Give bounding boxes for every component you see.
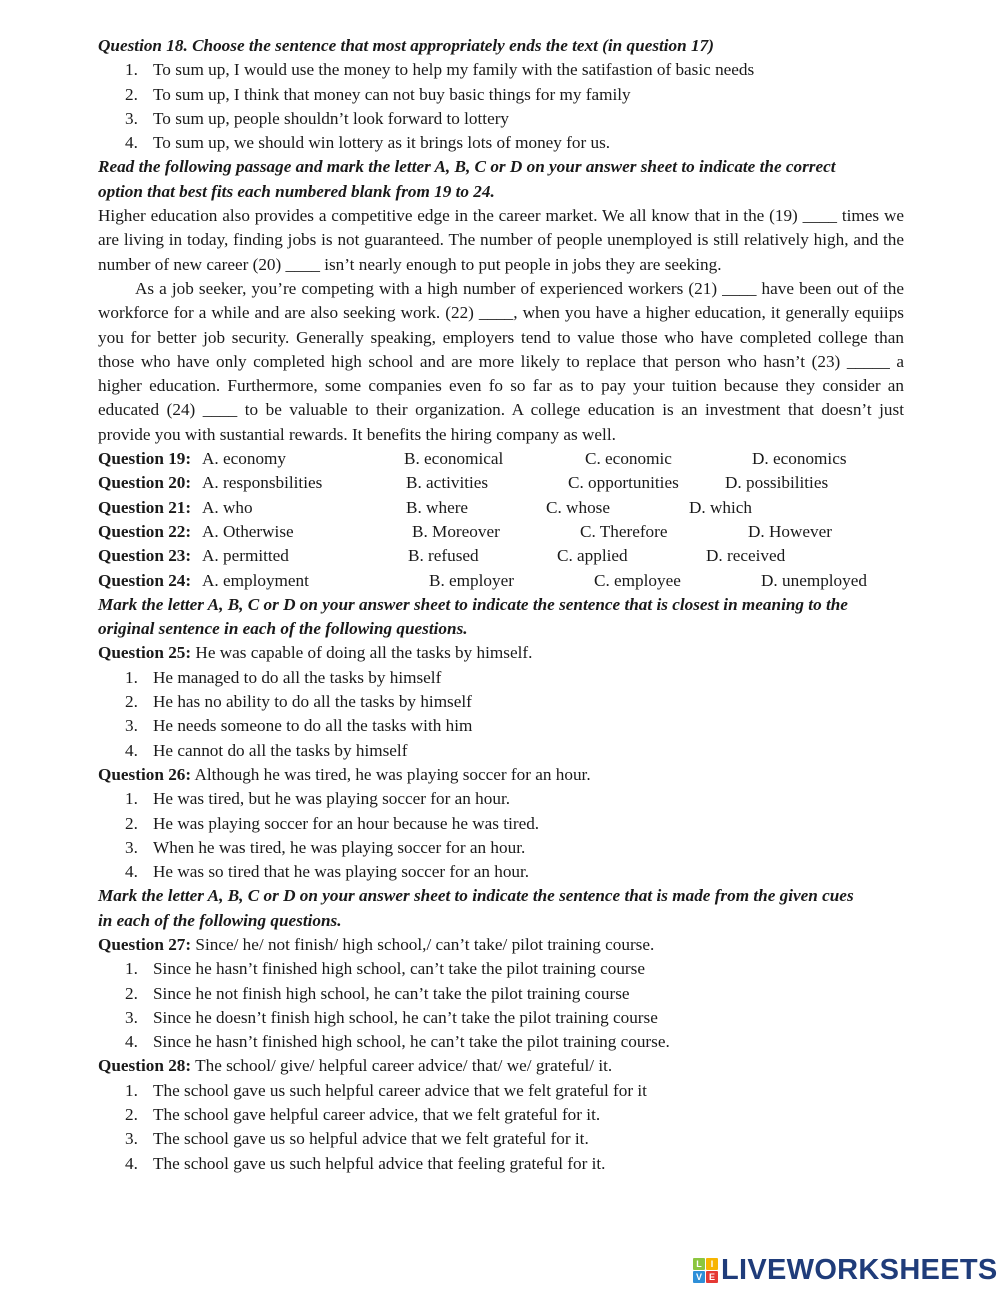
question-24 (98, 569, 904, 593)
cues-instruction-line2: in each of the following questions. (98, 910, 342, 930)
logo-tile: L (693, 1258, 705, 1270)
question-19 (98, 447, 904, 471)
question-28 (98, 1054, 904, 1078)
cloze-passage (98, 204, 904, 447)
option-a[interactable]: A. permitted (202, 546, 289, 566)
meaning-instruction-line2: original sentence in each of the following questions. (98, 619, 468, 639)
q26-option[interactable]: 2. He was playing soccer for an hour because he was tired. (125, 813, 540, 833)
option-d[interactable]: D. unemployed (761, 570, 867, 590)
q27-option[interactable]: 3. Since he doesn’t finish high school, he can’t take the pilot training course (125, 1007, 658, 1027)
q28-option[interactable]: 2. The school gave helpful career advice, that we felt grateful for it. (125, 1105, 601, 1125)
option-b[interactable]: B. refused (408, 546, 479, 566)
q25-option[interactable]: 4. He cannot do all the tasks by himself (125, 740, 408, 760)
question-prompt: Since/ he/ not finish/ high school,/ can’t take/ pilot training course. (191, 934, 655, 954)
option-c[interactable]: C. applied (557, 546, 628, 566)
question-26 (98, 763, 904, 787)
q26-option[interactable]: 4. He was so tired that he was playing soccer for an hour. (125, 862, 530, 882)
live-tiles-icon (693, 1258, 718, 1283)
liveworksheets-logo (693, 1255, 998, 1285)
q27-option[interactable]: 2. Since he not finish high school, he can’t take the pilot training course (125, 983, 630, 1003)
meaning-instruction-line1: Mark the letter A, B, C or D on your answer sheet to indicate the sentence that is closest in meaning to the (98, 594, 848, 614)
question-label: Question 23: (98, 546, 192, 566)
passage-paragraph-1: Higher education also provides a competitive edge in the career market. We all know that in the (19) ____ times we are living in today, finding jobs is not guaranteed. The number of people unemployed is still relatively high, and the number of new career (20) ____ isn’t nearly enough to put people in jobs they are seeking. (98, 206, 904, 274)
q26-option[interactable]: 1. He was tired, but he was playing soccer for an hour. (125, 789, 511, 809)
option-b[interactable]: B. Moreover (412, 521, 500, 541)
option-a[interactable]: A. who (202, 497, 253, 517)
option-c[interactable]: C. whose (546, 497, 610, 517)
question-label: Question 22: (98, 521, 192, 541)
question-20 (98, 471, 904, 495)
question-prompt: He was capable of doing all the tasks by himself. (191, 643, 533, 663)
question-23 (98, 544, 904, 568)
option-d[interactable]: D. economics (752, 449, 847, 469)
option-d[interactable]: D. However (748, 521, 832, 541)
option-b[interactable]: B. where (406, 497, 469, 517)
cloze-instruction-line2: option that best fits each numbered blank from 19 to 24. (98, 181, 495, 201)
q18-option: 3. To sum up, people shouldn’t look forward to lottery (125, 108, 510, 128)
logo-tile: E (706, 1271, 718, 1283)
option-d[interactable]: D. possibilities (725, 473, 829, 493)
question-27 (98, 933, 904, 957)
q18-title: Question 18. Choose the sentence that most appropriately ends the text (in question 17) (98, 36, 714, 55)
q25-option[interactable]: 1. He managed to do all the tasks by himself (125, 667, 442, 687)
cloze-instruction-line1: Read the following passage and mark the letter A, B, C or D on your answer sheet to indicate the correct (98, 157, 836, 177)
option-b[interactable]: B. activities (406, 473, 489, 493)
question-22 (98, 520, 904, 544)
question-label: Question 26: (98, 764, 192, 784)
option-c[interactable]: C. Therefore (580, 521, 668, 541)
question-label: Question 25: (98, 643, 192, 663)
cues-instruction-line1: Mark the letter A, B, C or D on your answer sheet to indicate the sentence that is made from the given cues (98, 886, 854, 906)
question-label: Question 27: (98, 934, 192, 954)
passage-paragraph-2: As a job seeker, you’re competing with a high number of experienced workers (21) ____ have been out of the workforce for a while and are also seeking work. (22) ____, when you have a higher education, it generally equiips you for better job security. Generally speaking, employers tend to value those who have completed college than those who have only completed high school and are more likely to replace that person who hasn’t (23) _____ a higher education. Furthermore, some companies even fo so far as to pay your tuition because they consider an educated (24) ____ to be valuable to their organization. A college education is an investment that doesn’t just provide you with sustantial rewards. It benefits the hiring company as well. (98, 278, 904, 444)
option-a[interactable]: A. responsbilities (202, 473, 323, 493)
q27-option[interactable]: 4. Since he hasn’t finished high school, he can’t take the pilot training course. (125, 1032, 670, 1052)
option-c[interactable]: C. opportunities (568, 473, 679, 493)
option-c[interactable]: C. economic (585, 449, 672, 469)
option-b[interactable]: B. employer (429, 570, 514, 590)
q25-option[interactable]: 3. He needs someone to do all the tasks with him (125, 716, 473, 736)
worksheet-page (98, 34, 904, 1176)
option-b[interactable]: B. economical (404, 449, 504, 469)
option-a[interactable]: A. employment (202, 570, 309, 590)
question-label: Question 21: (98, 497, 192, 517)
q28-option[interactable]: 3. The school gave us so helpful advice that we felt grateful for it. (125, 1129, 589, 1149)
q18-option: 1. To sum up, I would use the money to help my family with the satifastion of basic needs (125, 60, 755, 80)
q18-option: 2. To sum up, I think that money can not buy basic things for my family (125, 84, 631, 104)
q28-option[interactable]: 1. The school gave us such helpful career advice that we felt grateful for it (125, 1080, 647, 1100)
cloze-questions (98, 447, 904, 593)
q28-option[interactable]: 4. The school gave us such helpful advice that feeling grateful for it. (125, 1153, 606, 1173)
question-label: Question 19: (98, 449, 192, 469)
question-label: Question 28: (98, 1056, 192, 1076)
question-prompt: Although he was tired, he was playing soccer for an hour. (191, 764, 591, 784)
q27-option[interactable]: 1. Since he hasn’t finished high school, can’t take the pilot training course (125, 959, 645, 979)
q18-option: 4. To sum up, we should win lottery as it brings lots of money for us. (125, 133, 611, 153)
question-label: Question 24: (98, 570, 192, 590)
logo-text: LIVEWORKSHEETS (721, 1253, 998, 1286)
question-prompt: The school/ give/ helpful career advice/ that/ we/ grateful/ it. (191, 1056, 613, 1076)
q18-options (98, 58, 904, 155)
question-21 (98, 496, 904, 520)
logo-tile: I (706, 1258, 718, 1270)
question-25 (98, 641, 904, 665)
q25-option[interactable]: 2. He has no ability to do all the tasks by himself (125, 692, 472, 712)
option-d[interactable]: D. which (689, 497, 753, 517)
option-c[interactable]: C. employee (594, 570, 681, 590)
logo-tile: V (693, 1271, 705, 1283)
option-d[interactable]: D. received (706, 546, 786, 566)
option-a[interactable]: A. economy (202, 449, 287, 469)
option-a[interactable]: A. Otherwise (202, 521, 294, 541)
q26-option[interactable]: 3. When he was tired, he was playing soccer for an hour. (125, 837, 526, 857)
question-label: Question 20: (98, 473, 192, 493)
